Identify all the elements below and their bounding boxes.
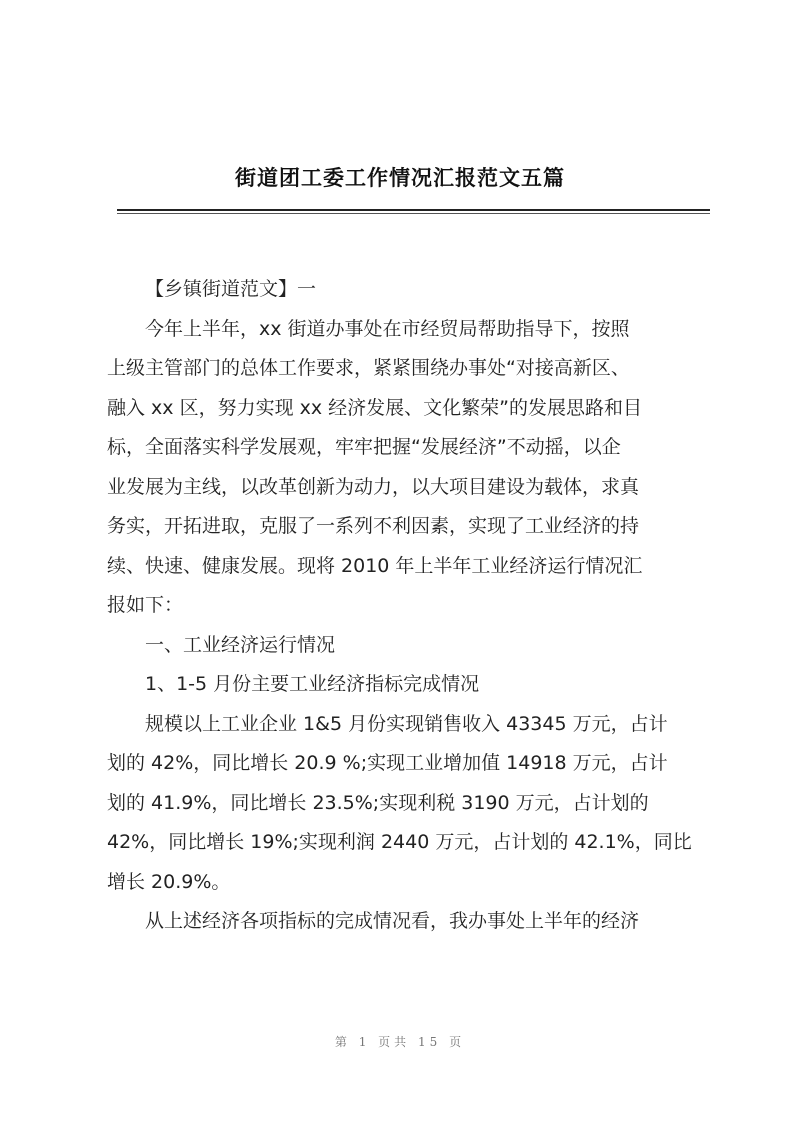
paragraph-line: 从上述经济各项指标的完成情况看，我办事处上半年的经济	[145, 910, 640, 932]
paragraph-line: 划的 41.9%，同比增长 23.5%;实现利税 3190 万元，占计划的	[107, 791, 649, 814]
paragraph-line: 增长 20.9%。	[107, 870, 231, 893]
title-divider-thin	[117, 213, 710, 214]
paragraph-line: 规模以上工业企业 1&5 月份实现销售收入 43345 万元，占计	[145, 712, 668, 735]
paragraph-line: 报如下：	[107, 594, 184, 616]
paragraph-line: 42%，同比增长 19%;实现利润 2440 万元，占计划的 42.1%，同比	[107, 831, 692, 853]
paragraph-line: 划的 42%，同比增长 20.9 %;实现工业增加值 14918 万元，占计	[107, 752, 668, 774]
section-heading: 【乡镇街道范文】一	[145, 278, 317, 300]
subheading: 1、1-5 月份主要工业经济指标完成情况	[145, 673, 480, 695]
paragraph-line: 业发展为主线，以改革创新为动力，以大项目建设为载体，求真	[107, 475, 640, 498]
paragraph-line: 融入 xx 区，努力实现 xx 经济发展、文化繁荣”的发展思路和目	[107, 396, 642, 419]
paragraph-line: 务实，开拓进取，克服了一系列不利因素，实现了工业经济的持	[107, 515, 640, 537]
paragraph-line: 标，全面落实科学发展观，牢牢把握“发展经济”不动摇，以企	[107, 436, 621, 458]
document-title: 街道团工委工作情况汇报范文五篇	[235, 165, 565, 190]
paragraph-line: 续、快速、健康发展。现将 2010 年上半年工业经济运行情况汇	[107, 554, 643, 577]
title-divider-thick	[117, 209, 710, 211]
paragraph-line: 今年上半年，xx 街道办事处在市经贸局帮助指导下，按照	[145, 317, 630, 340]
paragraph-line: 上级主管部门的总体工作要求，紧紧围绕办事处“对接高新区、	[107, 357, 630, 379]
subheading: 一、工业经济运行情况	[145, 633, 336, 656]
page-number-footer: 第 1 页共 15 页	[334, 1035, 466, 1049]
document-body	[107, 270, 712, 942]
